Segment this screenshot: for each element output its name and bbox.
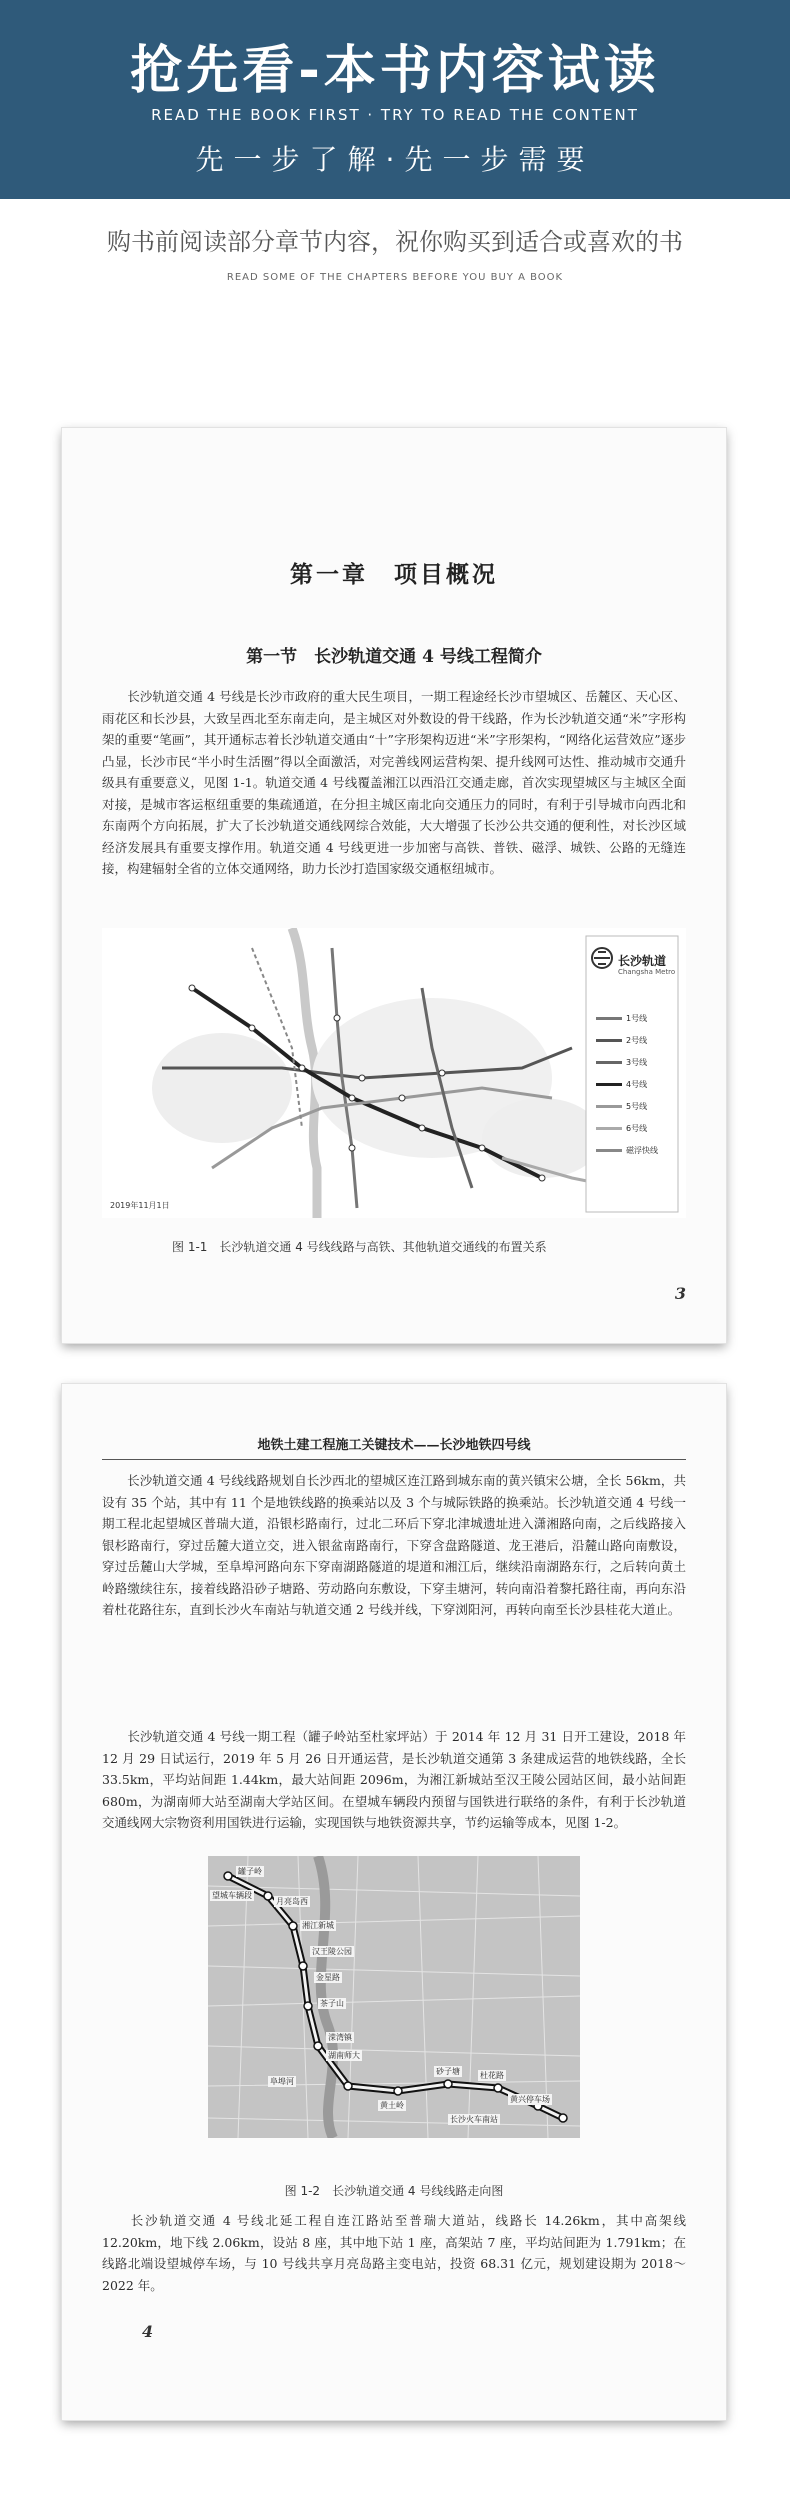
page2-body-1: 长沙轨道交通 4 号线线路规划自长沙西北的望城区连江路到城东南的黄兴镇宋公塘，全长 56km，共设有 35 个站，其中有 11 个是地铁线路的换乘站以及 3 个与城际铁路的换乘站。长沙轨道交通 4 号线一期工程北起望城区普瑞大道，沿银杉路南行，过北二环后下穿北津城遗址进入潇湘路向南，之后线路接入银杉路南行，穿过岳麓大道立交，进入银盆南路南行，下穿含盘路隧道、龙王港后，沿麓山路向南敷设，穿过岳麓山大学城，至阜埠河路向东下穿南湖路隧道的堤道和湘江后，继续沿南湖路东行，之后转向黄土岭路缴续往东，接着线路沿砂子塘路、劳动路向东敷设，下穿圭塘河，转向南沿着黎托路往南，再向东沿着杜花路往东，直到长沙火车南站与轨道交通 2 号线并线，下穿浏阳河，再转向南至长沙县桂花大道止。 bbox=[102, 1473, 686, 1617]
line4-route-map bbox=[208, 1856, 580, 2138]
legend-item: 6号线 bbox=[596, 1118, 676, 1140]
metro-network-map bbox=[102, 928, 686, 1218]
station-label: 溁湾镇 bbox=[328, 2033, 352, 2042]
station-label: 湖南师大 bbox=[328, 2051, 360, 2060]
legend-item: 5号线 bbox=[596, 1096, 676, 1118]
banner-title: 抢先看-本书内容试读 bbox=[130, 41, 660, 101]
intro-text: 购书前阅读部分章节内容，祝你购买到适合或喜欢的书 bbox=[107, 228, 683, 256]
station-label: 茶子山 bbox=[320, 1999, 344, 2008]
page2-body-2: 长沙轨道交通 4 号线一期工程（罐子岭站至杜家坪站）于 2014 年 12 月 31 日开工建设，2018 年 12 月 29 日试运行，2019 年 5 月 26 日开通运营，是长沙轨道交通第 3 条建成运营的地铁线路，全长 33.5km，平均站间距 1.44km，最大站间距 2096m，为湘江新城站至汉王陵公园站区间，最小站间距 680m，为湖南师大站至湖南大学站区间。在望城车辆段内预留与国铁进行联络的条件，有利于长沙轨道交通线网大宗物资利用国铁进行运输，实现国铁与地铁资源共享，节约运输等成本，见图 1-2。 bbox=[102, 1729, 686, 1830]
metro-logo-text: 长沙轨道 bbox=[618, 954, 667, 968]
map-date: 2019年11月1日 bbox=[110, 1201, 170, 1210]
book-page-4 bbox=[62, 1384, 726, 2420]
station-label: 罐子岭 bbox=[238, 1867, 262, 1876]
legend-item: 1号线 bbox=[596, 1008, 676, 1030]
page-number: 4 bbox=[142, 2322, 154, 2341]
page1-body: 长沙轨道交通 4 号线是长沙市政府的重大民生项目，一期工程途经长沙市望城区、岳麓区、天心区、雨花区和长沙县，大致呈西北至东南走向，是主城区对外数设的骨干线路，作为长沙轨道交通“米”字形构架的重要“笔画”，其开通标志着长沙轨道交通由“十”字形架构迈进“米”字形架构，“网络化运营效应”逐步凸显，长沙市民“半小时生活圈”得以全面激活，对完善线网运营构架、提升线网可达性、推动城市交通升级具有重要意义，见图 1-1。轨道交通 4 号线覆盖湘江以西沿江交通走廊，首次实现望城区与主城区全面对接，是城市客运枢纽重要的集疏通道，在分担主城区南北向交通压力的同时，有利于引导城市向西北和东南两个方向拓展，扩大了长沙轨道交通线网综合效能，大大增强了长沙公共交通的便利性，对长沙区域经济发展具有重要支撑作用。轨道交通 4 号线更进一步加密与高铁、普铁、磁浮、城铁、公路的无缝连接，构建辐射全省的立体交通网络，助力长沙打造国家级交通枢纽城市。 bbox=[102, 689, 686, 876]
section-title: 第一节 长沙轨道交通 4 号线工程简介 bbox=[246, 647, 542, 667]
map-legend bbox=[596, 1008, 676, 1162]
station-label: 汉王陵公园 bbox=[312, 1947, 352, 1956]
station-label: 长沙火车南站 bbox=[450, 2115, 498, 2124]
station-label: 黄土岭 bbox=[380, 2101, 404, 2110]
running-head: 地铁土建工程施工关键技术——长沙地铁四号线 bbox=[102, 1434, 686, 1460]
station-label: 望城车辆段 bbox=[212, 1891, 252, 1900]
book-page-3 bbox=[62, 428, 726, 1343]
station-label: 月亮岛西 bbox=[276, 1897, 308, 1906]
legend-item: 3号线 bbox=[596, 1052, 676, 1074]
header-banner bbox=[0, 0, 790, 199]
banner-subtitle-en: READ THE BOOK FIRST · TRY TO READ THE CONTENT bbox=[151, 106, 639, 124]
legend-item: 磁浮快线 bbox=[596, 1140, 676, 1162]
intro-text-en: READ SOME OF THE CHAPTERS BEFORE YOU BUY A BOOK bbox=[226, 272, 564, 283]
legend-item: 4号线 bbox=[596, 1074, 676, 1096]
metro-logo-text-en: Changsha Metro bbox=[618, 968, 676, 976]
station-label: 砂子塘 bbox=[436, 2067, 460, 2076]
station-label: 湘江新城 bbox=[302, 1921, 334, 1930]
legend-item: 2号线 bbox=[596, 1030, 676, 1052]
page2-body-3: 长沙轨道交通 4 号线北延工程自连江路站至普瑞大道站，线路长 14.26km，其中高架线 12.20km，地下线 2.06km，设站 8 座，其中地下站 1 座，高架站 7 座，平均站间距为 1.791km；在线路北端设望城停车场，与 10 号线共享月亮岛路主变电站，投资 68.31 亿元，规划建设期为 2018～2022 年。 bbox=[102, 2213, 686, 2293]
station-label: 阜埠河 bbox=[270, 2077, 294, 2086]
figure-1-2-caption: 图 1-2 长沙轨道交通 4 号线线路走向图 bbox=[284, 2184, 504, 2198]
station-label: 黄兴停车场 bbox=[510, 2095, 550, 2104]
station-label: 金星路 bbox=[316, 1973, 340, 1982]
banner-slogan: 先一步了解·先一步需要 bbox=[195, 143, 595, 176]
figure-1-1-caption: 图 1-1 长沙轨道交通 4 号线线路与高铁、其他轨道交通线的布置关系 bbox=[172, 1240, 547, 1254]
station-label: 杜花路 bbox=[480, 2071, 504, 2080]
page-number: 3 bbox=[674, 1284, 686, 1303]
chapter-title: 第一章 项目概况 bbox=[290, 561, 498, 588]
